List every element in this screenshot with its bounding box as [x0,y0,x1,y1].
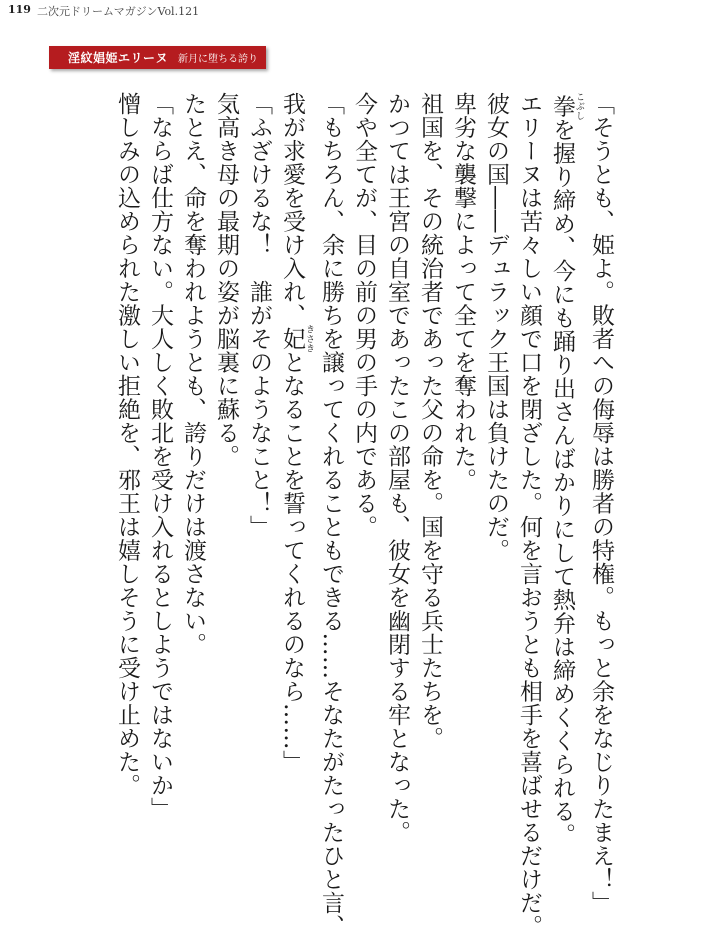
text-line: 我が求愛を受け入れ、妃 きさきとなることを誓ってくれるのなら……」 [279,92,314,774]
text-line: たとえ、命を奪われようとも、誇りだけは渡さない。 [180,92,206,656]
text-line: 今や全てが、目の前の男の手の内である。 [351,92,377,539]
magazine-title: 二次元ドリームマガジンVol.121 [37,5,200,18]
text-line: エリーヌは苦々しい顔で口を閉ざした。何を言おうとも相手を喜ばせるだけだ。 [516,92,542,938]
chapter-banner [49,46,266,69]
text-line: 彼女の国――デュラック王国は負けたのだ。 [483,92,509,562]
chapter-title: 淫紋娼姫エリーヌ [67,51,168,65]
ruby-annotation: 拳 こぶし [549,92,584,121]
chapter-subtitle: 新月に堕ちる誇り [178,54,258,65]
text-line: 「もちろん、余に勝ちを譲ってくれることもできる……そなたがたったひと言、 [318,92,344,938]
body-text [110,92,617,938]
text-line: 「ならば仕方ない。大人しく敗北を受け入れるとしようではないか」 [147,92,173,821]
text-line: かつては王宮の自室であったこの部屋も、彼女を幽閉する牢となった。 [384,92,410,844]
page-number: 119 [8,3,31,16]
text-line: 気高き母の最期の姿が脳裏に蘇る。 [213,92,239,468]
ruby-annotation: 妃 きさき [279,324,314,353]
text-line: 祖国を、その統治者であった父の命を。国を守る兵士たちを。 [417,92,443,750]
text-line: 卑劣な襲撃によって全てを奪われた。 [450,92,476,492]
text-line: 拳 こぶしを握り締め、今にも踊り出さんばかりにして熱弁は締めくくられる。 [549,92,584,847]
text-line: 「ふざけるな！ 誰がそのようなこと！」 [246,92,272,539]
text-line: 「そうとも、姫よ。敗者への侮辱は勝者の特権。もっと余をなじりたまえ！」 [588,92,614,915]
text-line: 憎しみの込められた激しい拒絶を、邪王は嬉しそうに受け止めた。 [114,92,140,797]
